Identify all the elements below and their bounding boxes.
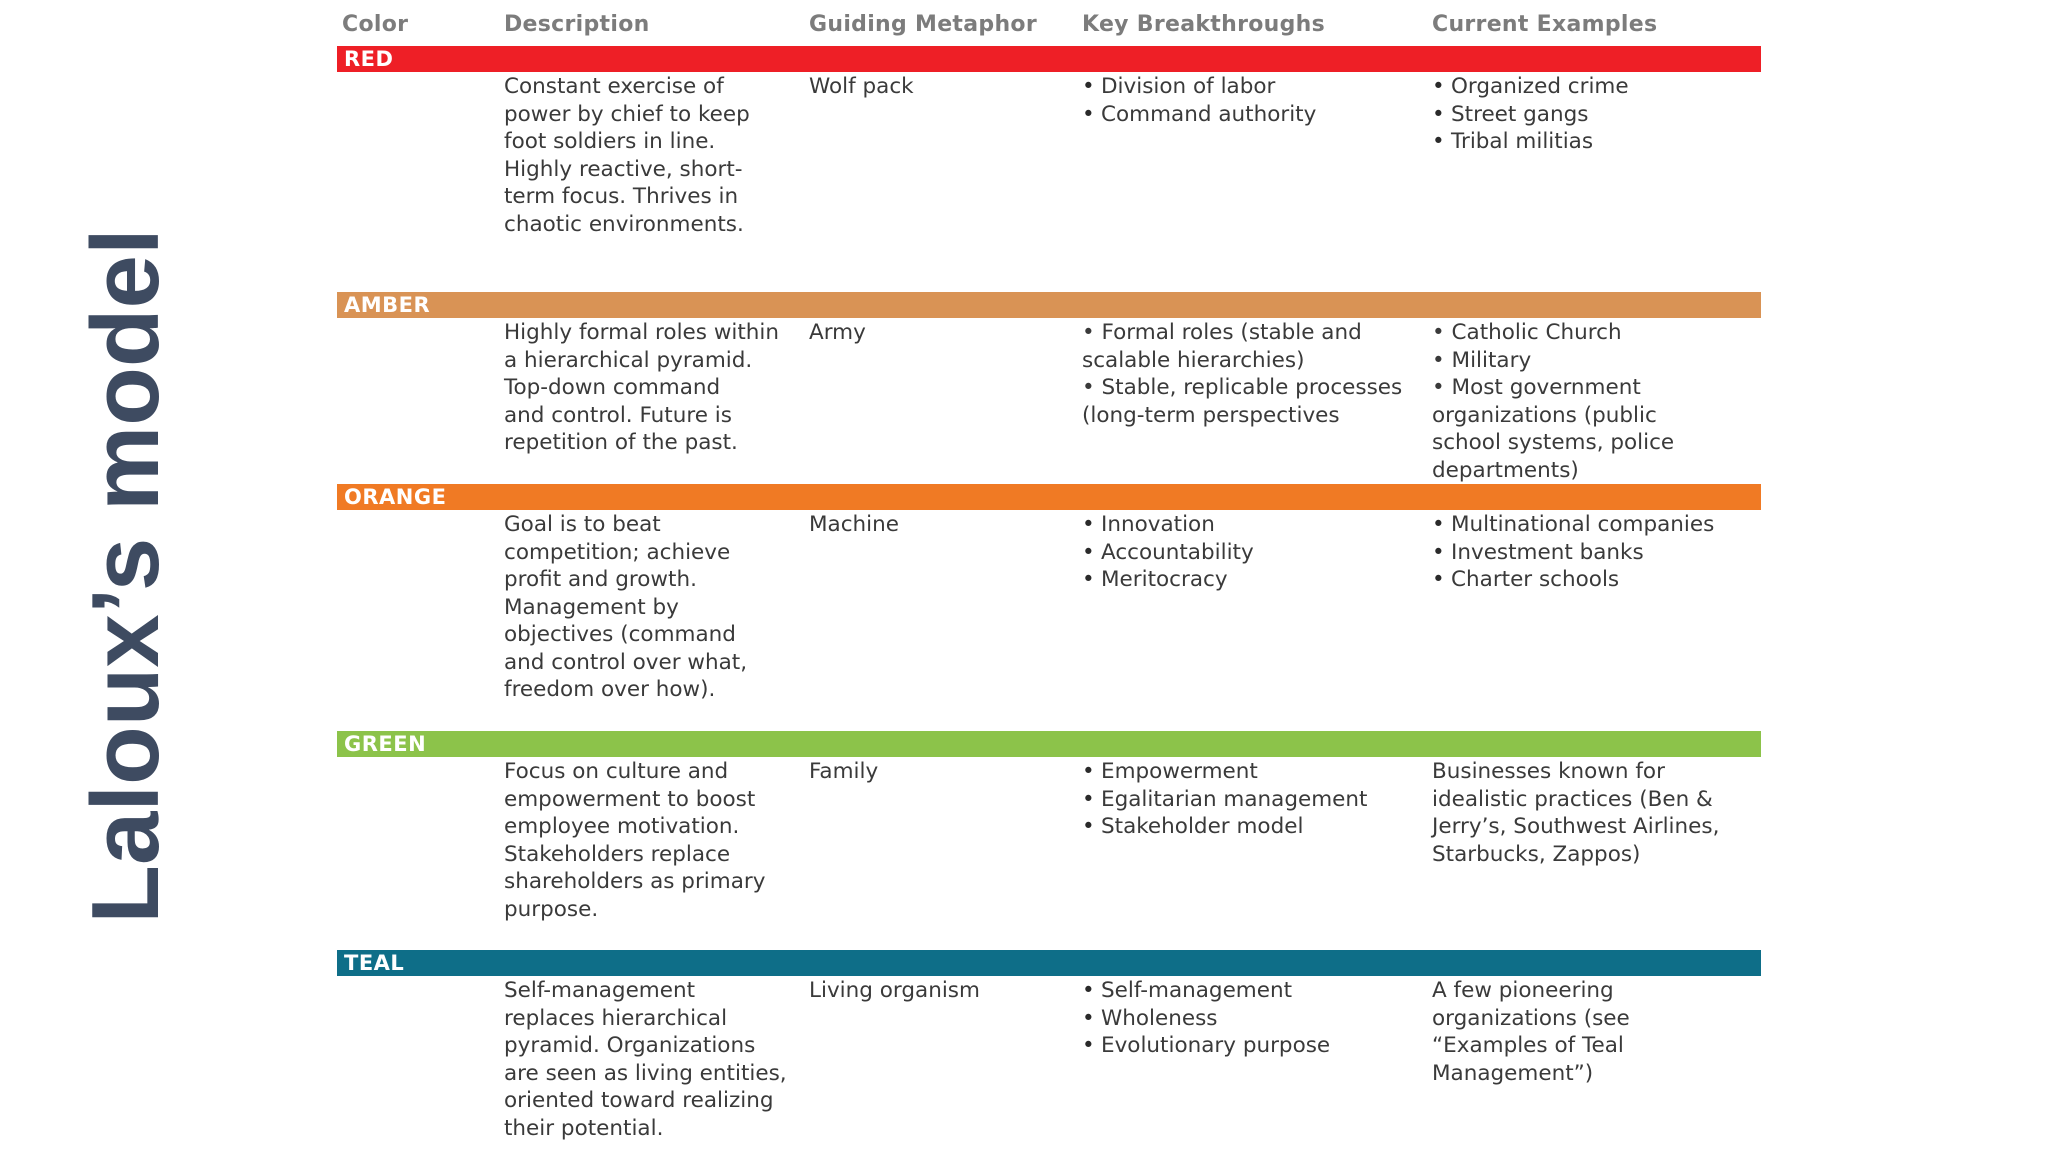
list-item-text: Formal roles (stable and scalable hierarchies) bbox=[1082, 320, 1362, 373]
row-red-examples bbox=[1432, 73, 1772, 156]
list-item: • Command authority bbox=[1082, 101, 1422, 129]
row-teal-breakthroughs bbox=[1082, 977, 1422, 1060]
list-item-text: Most government organizations (public school systems, police departments) bbox=[1432, 375, 1675, 483]
bullet: • bbox=[1082, 375, 1102, 400]
list-item: • Stakeholder model bbox=[1082, 813, 1422, 841]
text-line: term focus. Thrives in bbox=[504, 184, 739, 209]
band-label: GREEN bbox=[344, 732, 427, 756]
row-orange-breakthroughs bbox=[1082, 511, 1422, 594]
band-amber bbox=[337, 292, 1761, 318]
text-line: Businesses known for bbox=[1432, 759, 1665, 784]
text-line: Starbucks, Zappos) bbox=[1432, 841, 1641, 867]
band-label: ORANGE bbox=[344, 485, 447, 509]
list-item bbox=[1432, 347, 1732, 375]
text-line: Stakeholders replace bbox=[504, 841, 731, 867]
bullet: • bbox=[1082, 320, 1102, 345]
band-teal bbox=[337, 950, 1761, 976]
text-line: replaces hierarchical bbox=[504, 1005, 728, 1031]
row-orange-description bbox=[504, 511, 804, 704]
row-red-metaphor: Wolf pack bbox=[809, 74, 914, 99]
list-item bbox=[1082, 319, 1427, 374]
text-line: “Examples of Teal bbox=[1432, 1033, 1624, 1058]
list-item: • Division of labor bbox=[1082, 73, 1422, 101]
text-line: empowerment to boost bbox=[504, 786, 756, 812]
text-line: employee motivation. bbox=[504, 814, 740, 839]
list-item: • Empowerment bbox=[1082, 758, 1422, 786]
list-item: • Charter schools bbox=[1432, 566, 1772, 594]
band-label: RED bbox=[344, 47, 394, 71]
text-line: shareholders as primary bbox=[504, 869, 766, 894]
text-line: Highly formal roles within bbox=[504, 320, 780, 345]
list-item-text: Military bbox=[1451, 347, 1532, 373]
list-item: • Organized crime bbox=[1432, 73, 1772, 101]
list-item bbox=[1082, 374, 1427, 429]
text-line: chaotic environments. bbox=[504, 211, 744, 237]
list-item: • Investment banks bbox=[1432, 539, 1772, 567]
list-item: • Evolutionary purpose bbox=[1082, 1032, 1422, 1060]
text-line: are seen as living entities, bbox=[504, 1060, 787, 1086]
header-description: Description bbox=[504, 12, 650, 37]
row-red-breakthroughs bbox=[1082, 73, 1422, 128]
header-examples: Current Examples bbox=[1432, 12, 1658, 37]
header-metaphor: Guiding Metaphor bbox=[809, 12, 1037, 37]
row-orange-examples bbox=[1432, 511, 1772, 594]
text-line: foot soldiers in line. bbox=[504, 129, 716, 154]
row-amber-metaphor: Army bbox=[809, 320, 866, 345]
list-item: • Tribal militias bbox=[1432, 128, 1772, 156]
row-amber-examples bbox=[1432, 319, 1732, 484]
text-line: competition; achieve bbox=[504, 539, 731, 565]
list-item: • Innovation bbox=[1082, 511, 1422, 539]
list-item: • Wholeness bbox=[1082, 1005, 1422, 1033]
text-line: and control over what, bbox=[504, 649, 748, 675]
list-item-text: Stable, replicable processes (long-term perspectives bbox=[1082, 375, 1403, 428]
band-label: TEAL bbox=[344, 951, 405, 975]
row-amber-breakthroughs bbox=[1082, 319, 1427, 429]
text-line: Management”) bbox=[1432, 1060, 1594, 1086]
text-line: a hierarchical pyramid. bbox=[504, 347, 753, 373]
side-title: Laloux’s model bbox=[72, 228, 179, 924]
text-line: Management by bbox=[504, 594, 679, 620]
list-item-text: Catholic Church bbox=[1451, 320, 1622, 345]
text-line: profit and growth. bbox=[504, 567, 697, 592]
text-line: Jerry’s, Southwest Airlines, bbox=[1432, 814, 1720, 839]
bullet: • bbox=[1432, 375, 1452, 400]
text-line: idealistic practices (Ben & bbox=[1432, 786, 1713, 812]
row-amber-description bbox=[504, 319, 814, 457]
list-item: • Street gangs bbox=[1432, 101, 1772, 129]
text-line: oriented toward realizing bbox=[504, 1088, 774, 1113]
row-green-description bbox=[504, 758, 804, 923]
band-red bbox=[337, 46, 1761, 72]
row-green-breakthroughs bbox=[1082, 758, 1422, 841]
header-color: Color bbox=[342, 12, 409, 37]
text-line: repetition of the past. bbox=[504, 430, 738, 455]
row-green-metaphor: Family bbox=[809, 759, 879, 784]
header-breakthroughs: Key Breakthroughs bbox=[1082, 12, 1326, 37]
row-red-description bbox=[504, 73, 804, 238]
text-line: their potential. bbox=[504, 1115, 664, 1141]
list-item: • Multinational companies bbox=[1432, 511, 1772, 539]
text-line: Self-management bbox=[504, 978, 696, 1003]
text-line: power by chief to keep bbox=[504, 101, 750, 127]
list-item bbox=[1432, 319, 1732, 347]
text-line: A few pioneering bbox=[1432, 978, 1614, 1003]
list-item: • Accountability bbox=[1082, 539, 1422, 567]
text-line: Constant exercise of bbox=[504, 74, 724, 99]
text-line: and control. Future is bbox=[504, 402, 732, 428]
band-label: AMBER bbox=[344, 293, 431, 317]
list-item bbox=[1432, 374, 1732, 484]
band-orange bbox=[337, 484, 1761, 510]
row-green-examples bbox=[1432, 758, 1772, 868]
text-line: Focus on culture and bbox=[504, 759, 729, 784]
list-item: • Egalitarian management bbox=[1082, 786, 1422, 814]
list-item: • Meritocracy bbox=[1082, 566, 1422, 594]
text-line: freedom over how). bbox=[504, 677, 716, 702]
text-line: pyramid. Organizations bbox=[504, 1033, 756, 1058]
list-item: • Self-management bbox=[1082, 977, 1422, 1005]
text-line: organizations (see bbox=[1432, 1005, 1630, 1031]
text-line: purpose. bbox=[504, 896, 599, 922]
row-teal-examples bbox=[1432, 977, 1772, 1087]
row-orange-metaphor: Machine bbox=[809, 512, 899, 537]
bullet: • bbox=[1432, 320, 1452, 345]
text-line: Goal is to beat bbox=[504, 512, 661, 537]
row-teal-metaphor: Living organism bbox=[809, 978, 980, 1003]
row-teal-description bbox=[504, 977, 804, 1142]
bullet: • bbox=[1432, 347, 1452, 373]
text-line: objectives (command bbox=[504, 622, 736, 647]
band-green bbox=[337, 731, 1761, 757]
text-line: Highly reactive, short- bbox=[504, 156, 743, 182]
text-line: Top-down command bbox=[504, 375, 721, 400]
